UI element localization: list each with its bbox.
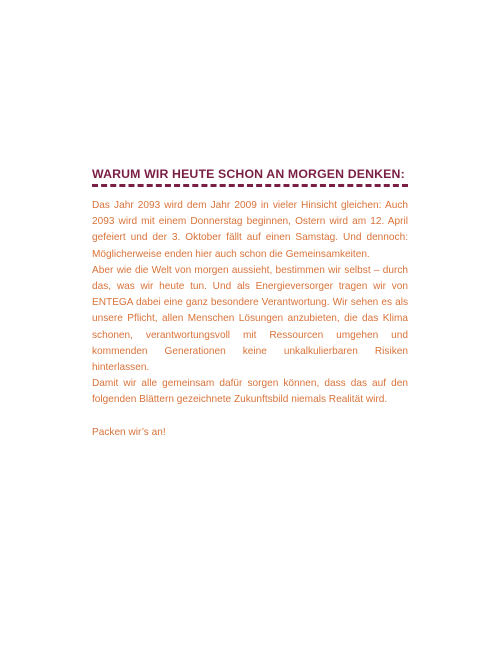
paragraph-intro: Das Jahr 2093 wird dem Jahr 2009 in vieler Hinsicht gleichen: Auch 2093 wird mit einem Donnerstag beginnen, Ostern wird am 12. April gefeiert und der 3. Oktober fällt auf einen Samstag. Und dennoch: Möglicherweise enden hier auch schon die Gemeinsamkeiten. [92, 200, 408, 260]
paragraph-responsibility: Aber wie die Welt von morgen aussieht, bestimmen wir selbst – durch das, was wir heute tun. Und als Energieversorger tragen wir von ENTEGA dabei eine ganz besondere Verantwortung. Wir sehen es als unsere Pflicht, allen Menschen Lösungen anzubieten, die das Klima schonen, verantwortungsvoll mit Ressourcen umgehen und kommenden Generationen keine unkalkulierbaren Risiken hinterlassen. [92, 264, 408, 374]
paragraph-call-to-action: Packen wir’s an! [92, 426, 166, 438]
article-body [92, 198, 408, 441]
article-heading: WARUM WIR HEUTE SCHON AN MORGEN DENKEN: [92, 167, 405, 181]
article [92, 166, 408, 441]
heading-underline [92, 184, 408, 187]
paragraph-future: Damit wir alle gemeinsam dafür sorgen können, dass das auf den folgenden Blättern gezeichnete Zukunftsbild niemals Realität wird. [92, 378, 408, 406]
